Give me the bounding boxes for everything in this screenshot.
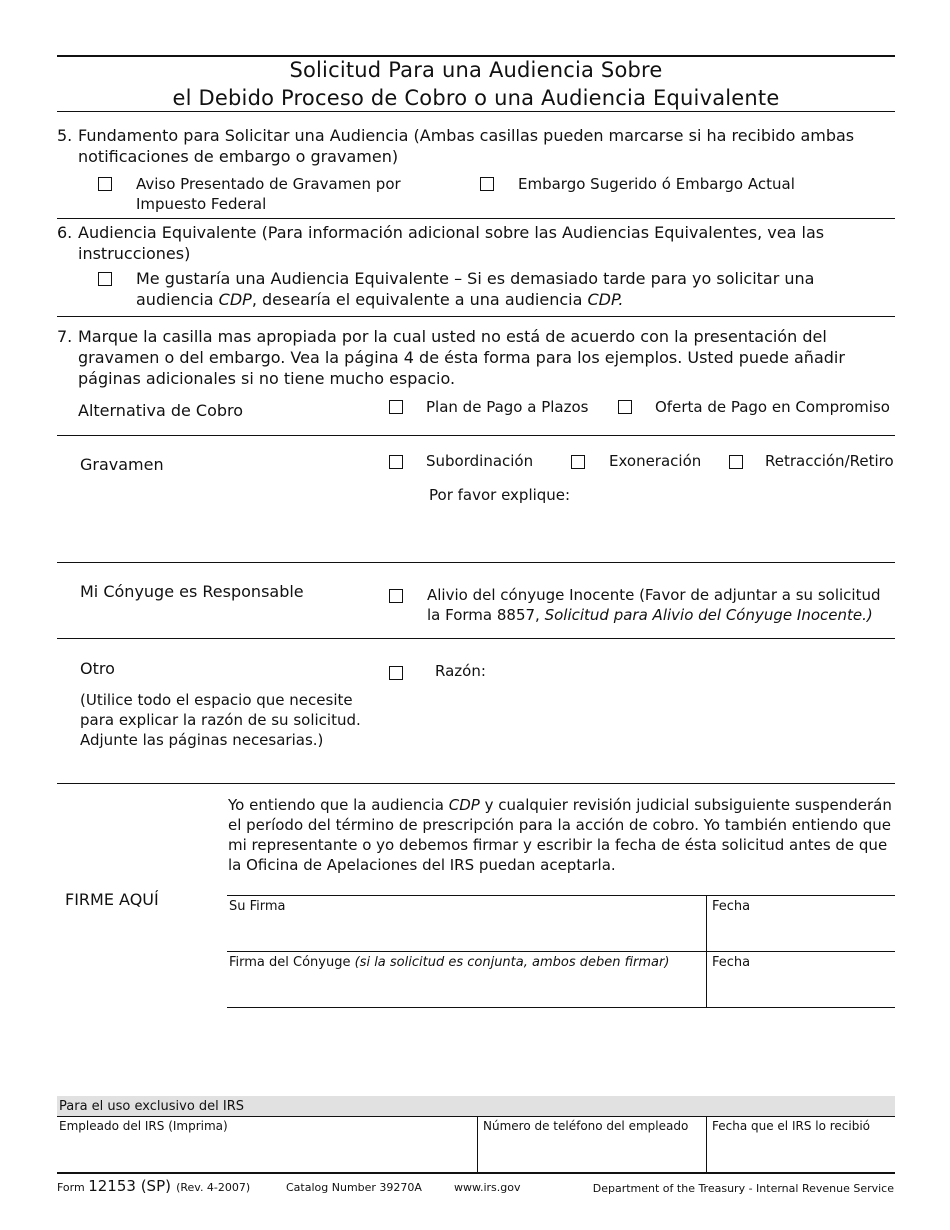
checkbox-lien-notice[interactable] (98, 177, 112, 191)
date-field-1[interactable] (707, 915, 895, 950)
form-id: Form 12153 (SP) (Rev. 4-2007) (57, 1177, 251, 1195)
option-discharge: Exoneración (609, 452, 702, 470)
signature-top-rule (227, 895, 895, 896)
spouse-rule (57, 638, 895, 639)
option-equivalent-hearing: Me gustaría una Audiencia Equivalente – Si es demasiado tarde para yo solicitar una audiencia CDP, desearía el equivalente a una audiencia CDP. (136, 269, 815, 309)
option-subordination: Subordinación (426, 452, 534, 470)
option-innocent-spouse: Alivio del cónyuge Inocente (Favor de adjuntar a su solicitud la Forma 8857, Solicitud para Alivio del Cónyuge Inocente.) (427, 586, 881, 624)
date-label-1: Fecha (712, 899, 751, 914)
section6-rule (57, 316, 895, 317)
alternative-rule (57, 435, 895, 436)
checkbox-subordination[interactable] (389, 455, 403, 469)
department-name: Department of the Treasury - Internal Revenue Service (592, 1182, 894, 1195)
checkbox-innocent-spouse[interactable] (389, 589, 403, 603)
checkbox-discharge[interactable] (571, 455, 585, 469)
form-title-line2: el Debido Proceso de Cobro o una Audiencia Equivalente (172, 86, 780, 110)
checkbox-other[interactable] (389, 666, 403, 680)
spouse-signature-label: Firma del Cónyuge (si la solicitud es conjunta, ambos deben firmar) (229, 955, 670, 970)
signature-middle-rule (227, 951, 895, 952)
section5-rule (57, 218, 895, 219)
spouse-responsible-label: Mi Cónyuge es Responsable (80, 582, 304, 601)
lien-rule (57, 562, 895, 563)
reason-label: Razón: (435, 662, 486, 680)
irs-phone-label: Número de teléfono del empleado (483, 1119, 689, 1133)
section6-number: 6. (57, 223, 73, 242)
website-link[interactable]: www.irs.gov (454, 1181, 521, 1194)
signature-bottom-rule (227, 1007, 895, 1008)
section5-text: Fundamento para Solicitar una Audiencia (Ambas casillas pueden marcarse si ha recibido ambas notificaciones de embargo o gravamen) (78, 126, 855, 166)
collection-alternative-label: Alternativa de Cobro (78, 401, 244, 420)
other-rule (57, 783, 895, 784)
checkbox-levy[interactable] (480, 177, 494, 191)
your-signature-label: Su Firma (229, 899, 286, 914)
section5-number: 5. (57, 126, 73, 145)
sign-here-label: FIRME AQUÍ (65, 890, 159, 909)
option-levy: Embargo Sugerido ó Embargo Actual (518, 175, 795, 193)
please-explain-label: Por favor explique: (429, 486, 571, 504)
irs-received-label: Fecha que el IRS lo recibió (712, 1119, 871, 1133)
date-field-2[interactable] (707, 972, 895, 1006)
title-rule (57, 111, 895, 112)
section6-text: Audiencia Equivalente (Para información adicional sobre las Audiencias Equivalentes, vea las instrucciones) (78, 223, 825, 263)
other-note: (Utilice todo el espacio que necesite para explicar la razón de su solicitud. Adjunte las páginas necesarias.) (80, 691, 361, 749)
irs-employee-field[interactable] (57, 1136, 476, 1171)
catalog-number: Catalog Number 39270A (286, 1181, 422, 1194)
other-label: Otro (80, 659, 115, 678)
irs-bottom-rule (57, 1172, 895, 1174)
spouse-signature-field[interactable] (227, 972, 705, 1006)
irs-header-rule (57, 1116, 895, 1117)
section7-text: Marque la casilla mas apropiada por la cual usted no está de acuerdo con la presentación del gravamen o del embargo. Vea la página 4 de ésta forma para los ejemplos. Usted puede añadir páginas adicionales si no tiene mucho espacio. (78, 327, 845, 388)
irs-phone-field[interactable] (478, 1136, 705, 1171)
form-title-line1: Solicitud Para una Audiencia Sobre (289, 58, 663, 82)
signature-statement: Yo entiendo que la audiencia CDP y cualquier revisión judicial subsiguiente suspenderán el período del término de prescripción para la acción de cobro. Yo también entiendo que mi representante o yo debemos firmar y escribir la fecha de ésta solicitud antes de que la Oficina de Apelaciones del IRS puedan aceptarla. (228, 796, 892, 874)
checkbox-equivalent-hearing[interactable] (98, 272, 112, 286)
checkbox-withdrawal[interactable] (729, 455, 743, 469)
checkbox-installment-plan[interactable] (389, 400, 403, 414)
option-lien-notice: Aviso Presentado de Gravamen por Impuesto Federal (136, 175, 401, 213)
option-offer-in-compromise: Oferta de Pago en Compromiso (655, 398, 890, 416)
date-label-2: Fecha (712, 955, 751, 970)
irs-employee-label: Empleado del IRS (Imprima) (59, 1119, 228, 1133)
lien-label: Gravamen (80, 455, 164, 474)
option-withdrawal: Retracción/Retiro (765, 452, 894, 470)
checkbox-offer-in-compromise[interactable] (618, 400, 632, 414)
irs-received-field[interactable] (707, 1136, 895, 1171)
your-signature-field[interactable] (227, 915, 705, 950)
option-installment-plan: Plan de Pago a Plazos (426, 398, 589, 416)
irs-use-header: Para el uso exclusivo del IRS (59, 1099, 245, 1114)
section7-number: 7. (57, 327, 73, 346)
